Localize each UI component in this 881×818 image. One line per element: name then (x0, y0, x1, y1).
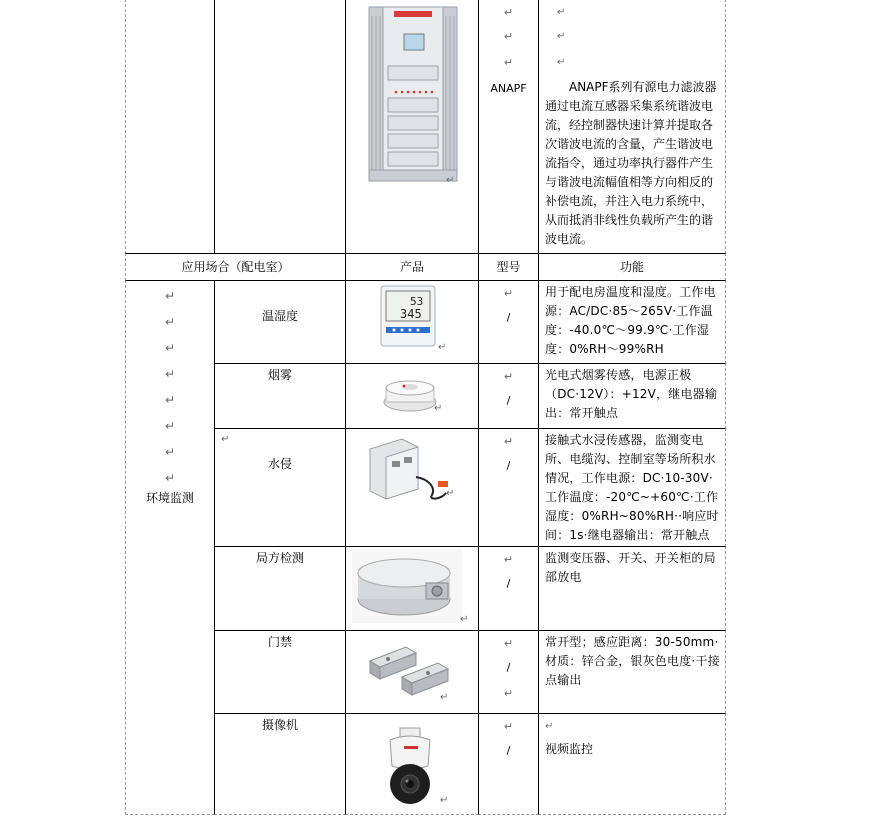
paragraph-mark: ↵ (438, 342, 447, 353)
row-camera-name (214, 713, 346, 815)
row-camera-label: 摄像机 (261, 718, 298, 732)
water-leak-sensor-image (366, 437, 454, 503)
paragraph-mark: ↵ (164, 419, 176, 433)
row-temp-humidity-product (345, 280, 479, 364)
row-temp-humidity-name (214, 280, 346, 364)
row-partial-discharge-model: / (506, 577, 511, 590)
row-smoke-function-text: 光电式烟雾传感，电源正极（DC·12V）：+12V，继电器输出：常开触点 (545, 368, 718, 420)
header-application-label: 应用场合（配电室） (181, 260, 290, 274)
row-partial-discharge-function (538, 546, 726, 631)
row-partial-discharge-name (214, 546, 346, 631)
row-smoke-label: 烟雾 (267, 368, 292, 382)
group-name: 环境监测 (145, 491, 194, 505)
row-water-model: / (506, 459, 511, 472)
row-water-product (345, 428, 479, 547)
group-cell (125, 280, 215, 815)
row-camera-product (345, 713, 479, 815)
row-smoke-model-cell (478, 363, 539, 429)
row-partial-discharge-function-text: 监测变压器、开关、开关柜的局部放电 (545, 551, 716, 584)
row-access-control-model: / (506, 661, 511, 674)
paragraph-mark: ↵ (503, 687, 514, 700)
row-smoke-model: / (506, 394, 511, 407)
paragraph-mark: ↵ (164, 471, 176, 485)
paragraph-mark: ↵ (503, 370, 514, 383)
paragraph-mark: ↵ (503, 720, 514, 733)
header-product-label: 产品 (399, 260, 424, 274)
row-water-model-cell (478, 428, 539, 547)
top-row-product-cell (345, 0, 479, 254)
row-camera-function (538, 713, 726, 815)
paragraph-mark: ↵ (503, 56, 514, 69)
header-product (345, 253, 479, 281)
door-sensor-image (366, 639, 456, 699)
row-access-control-name (214, 630, 346, 714)
row-water-function (538, 428, 726, 547)
row-partial-discharge-product (345, 546, 479, 631)
header-model (478, 253, 539, 281)
header-application (125, 253, 346, 281)
paragraph-mark: ↵ (221, 434, 230, 445)
row-water-name (214, 428, 346, 547)
row-access-control-model-cell (478, 630, 539, 714)
header-function (538, 253, 726, 281)
smoke-detector-image (380, 374, 443, 414)
temp-humidity-display-top: 53 (410, 295, 424, 308)
header-model-label: 型号 (496, 260, 521, 274)
paragraph-mark: ↵ (164, 341, 176, 355)
row-camera-function-text: 视频监控 (545, 742, 594, 756)
row-camera-model: / (506, 744, 511, 757)
paragraph-mark: ↵ (434, 403, 443, 414)
header-function-label: 功能 (619, 260, 644, 274)
paragraph-mark: ↵ (503, 435, 514, 448)
paragraph-mark: ↵ (446, 488, 455, 499)
row-smoke-function (538, 363, 726, 429)
paragraph-mark: ↵ (557, 7, 566, 18)
paragraph-mark: ↵ (503, 30, 514, 43)
paragraph-mark: ↵ (545, 721, 554, 732)
paragraph-mark: ↵ (557, 57, 566, 68)
row-partial-discharge-model-cell (478, 546, 539, 631)
paragraph-mark: ↵ (164, 393, 176, 407)
row-temp-humidity-function (538, 280, 726, 364)
paragraph-mark: ↵ (164, 445, 176, 459)
row-temp-humidity-model-cell (478, 280, 539, 364)
temp-humidity-sensor-image (380, 285, 436, 347)
row-camera-model-cell (478, 713, 539, 815)
row-access-control-function (538, 630, 726, 714)
paragraph-mark: ↵ (557, 31, 566, 42)
top-row-empty-cell (214, 0, 346, 254)
row-access-control-label: 门禁 (267, 635, 292, 649)
paragraph-mark: ↵ (503, 637, 514, 650)
paragraph-mark: ↵ (503, 287, 514, 300)
top-row-description: ANAPF系列有源电力滤波器通过电流互感器采集系统谐波电流，经控制器快速计算并提取各次谐波电流的含量，产生谐波电流指令，通过功率执行器件产生与谐波电流幅值相等方向相反的补偿电流，并注入电力系统中，从而抵消非线性负载所产生的谐波电流。 (545, 80, 717, 246)
top-row-model: ANAPF (490, 82, 527, 95)
top-row-application-cell (125, 0, 215, 254)
row-access-control-product (345, 630, 479, 714)
row-access-control-function-text: 常开型；感应距离：30-50mm·材质：锌合金，银灰色电度·干接点输出 (545, 635, 720, 687)
paragraph-mark: ↵ (164, 367, 176, 381)
row-smoke-name (214, 363, 346, 429)
paragraph-mark: ↵ (503, 6, 514, 19)
temp-humidity-display-bottom: 345 (400, 307, 422, 321)
paragraph-mark: ↵ (446, 175, 455, 186)
top-row-model-cell (478, 0, 539, 254)
row-temp-humidity-label: 温湿度 (261, 309, 298, 323)
row-water-function-text: 接触式水浸传感器，监测变电所、电缆沟、控制室等场所积水情况，工作电源：DC·10-30V·工作温度：-20℃~+60℃·工作湿度：0%RH~80%RH··响应时间：1s·继电器输出：常开触点 (545, 433, 719, 542)
top-row-function-cell (538, 0, 726, 254)
paragraph-mark: ↵ (460, 614, 469, 625)
ptz-camera-image (382, 726, 438, 806)
paragraph-mark: ↵ (440, 692, 449, 703)
row-temp-humidity-function-text: 用于配电房温度和湿度。工作电源：AC/DC·85～265V·工作温度：-40.0℃～99.9℃·工作湿度：0%RH～99%RH (545, 285, 716, 356)
paragraph-mark: ↵ (164, 289, 176, 303)
row-water-label: 水侵 (267, 457, 292, 471)
apf-cabinet-image (368, 6, 458, 182)
partial-discharge-sensor-image (352, 549, 462, 623)
row-smoke-product (345, 363, 479, 429)
row-partial-discharge-label: 局方检测 (255, 551, 304, 565)
row-temp-humidity-model: / (506, 311, 511, 324)
paragraph-mark: ↵ (440, 795, 449, 806)
paragraph-mark: ↵ (164, 315, 176, 329)
paragraph-mark: ↵ (503, 553, 514, 566)
